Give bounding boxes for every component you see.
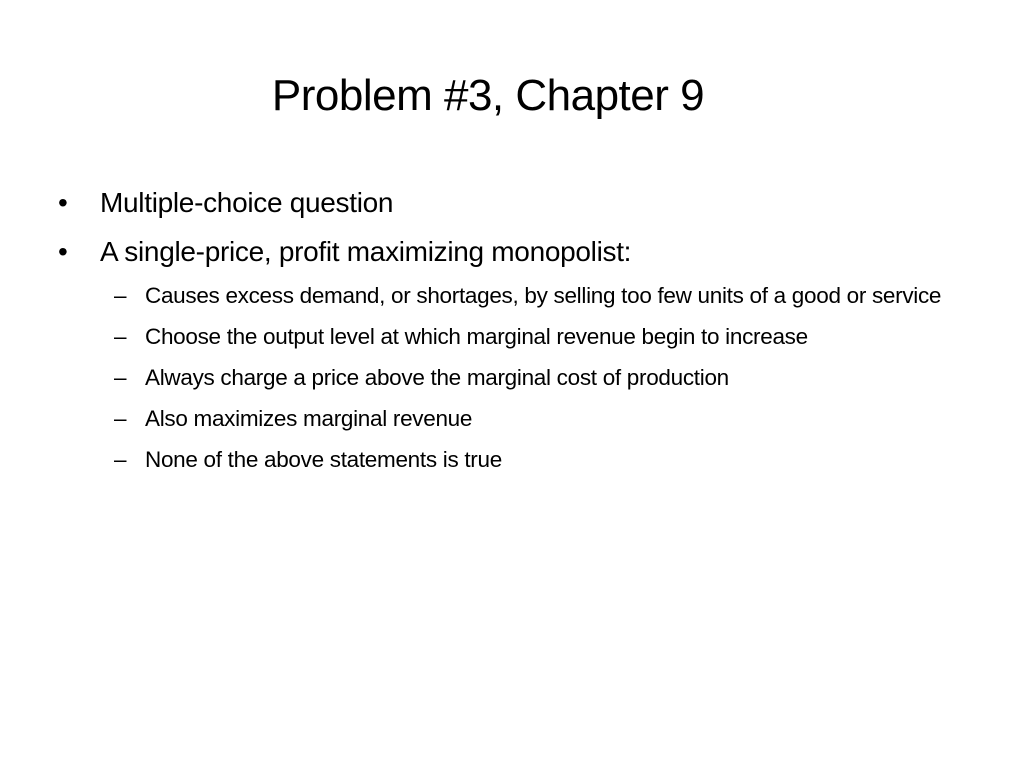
- slide-title: Problem #3, Chapter 9: [271, 71, 705, 120]
- dash-marker: –: [114, 406, 127, 431]
- dash-marker: –: [114, 324, 127, 349]
- bullet-text: Multiple-choice question: [100, 187, 394, 218]
- bullet-marker: •: [58, 236, 68, 267]
- dash-marker: –: [114, 447, 127, 472]
- dash-marker: –: [114, 365, 127, 390]
- option-text: None of the above statements is true: [145, 447, 502, 472]
- dash-marker: –: [114, 283, 127, 308]
- bullet-text: A single-price, profit maximizing monopolist:: [100, 236, 632, 267]
- answer-option: [114, 279, 978, 312]
- answer-options: [114, 279, 978, 476]
- answer-option: [114, 320, 978, 353]
- option-text: Always charge a price above the marginal cost of production: [145, 365, 729, 390]
- option-text: Also maximizes marginal revenue: [145, 406, 473, 431]
- answer-option: [114, 361, 978, 394]
- option-text: Causes excess demand, or shortages, by selling too few units of a good or service: [145, 283, 942, 308]
- bullet-marker: •: [58, 187, 68, 218]
- answer-option: [114, 443, 978, 476]
- option-text: Choose the output level at which marginal revenue begin to increase: [145, 324, 808, 349]
- answer-option: [114, 402, 978, 435]
- bullet-item: [58, 234, 978, 270]
- bullet-item: [58, 185, 978, 221]
- slide-content: [58, 185, 978, 484]
